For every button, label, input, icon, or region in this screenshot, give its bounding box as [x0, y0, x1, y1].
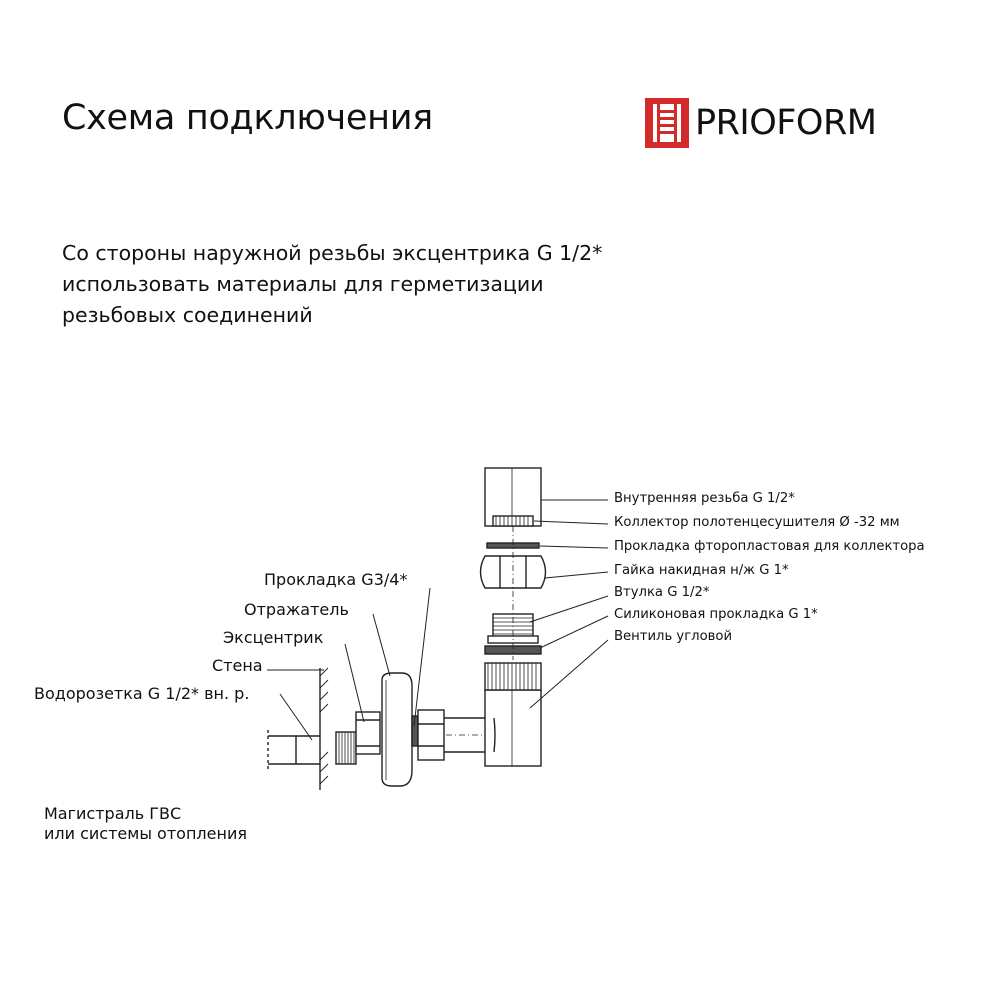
wall	[320, 668, 328, 790]
label-angle-valve: Вентиль угловой	[614, 629, 733, 644]
eccentric	[336, 712, 380, 764]
label-wall: Стена	[212, 656, 263, 675]
side-nut	[418, 710, 444, 760]
reflector	[382, 673, 412, 786]
label-sleeve: Втулка G 1/2*	[614, 585, 710, 600]
label-ptfe-gasket: Прокладка фторопластовая для коллектора	[614, 539, 925, 554]
angle-valve	[485, 663, 541, 766]
page-title: Схема подключения	[62, 98, 433, 138]
collector	[485, 468, 541, 526]
label-silicone-gasket: Силиконовая прокладка G 1*	[614, 607, 818, 622]
label-gasket-g3-4: Прокладка G3/4*	[264, 570, 408, 589]
note-line: резьбовых соединений	[62, 303, 313, 327]
brand-name: PRIOFORM	[695, 103, 877, 143]
water-socket	[268, 730, 320, 770]
label-reflector: Отражатель	[244, 600, 349, 619]
label-eccentric: Эксцентрик	[223, 628, 324, 647]
label-internal-thread: Внутренняя резьба G 1/2*	[614, 491, 795, 506]
label-water-socket: Водорозетка G 1/2* вн. р.	[34, 684, 250, 703]
main-line-text-1: Магистраль ГВС	[44, 804, 182, 823]
note-line: Со стороны наружной резьбы эксцентрика G 1/2*	[62, 241, 603, 265]
label-collector: Коллектор полотенцесушителя Ø -32 мм	[614, 515, 900, 530]
label-union-nut: Гайка накидная н/ж G 1*	[614, 563, 789, 578]
label-main-line	[44, 804, 247, 844]
main-line-text-2: или системы отопления	[44, 824, 247, 843]
note-line: использовать материалы для герметизации	[62, 272, 544, 296]
right-leaders	[530, 500, 608, 708]
